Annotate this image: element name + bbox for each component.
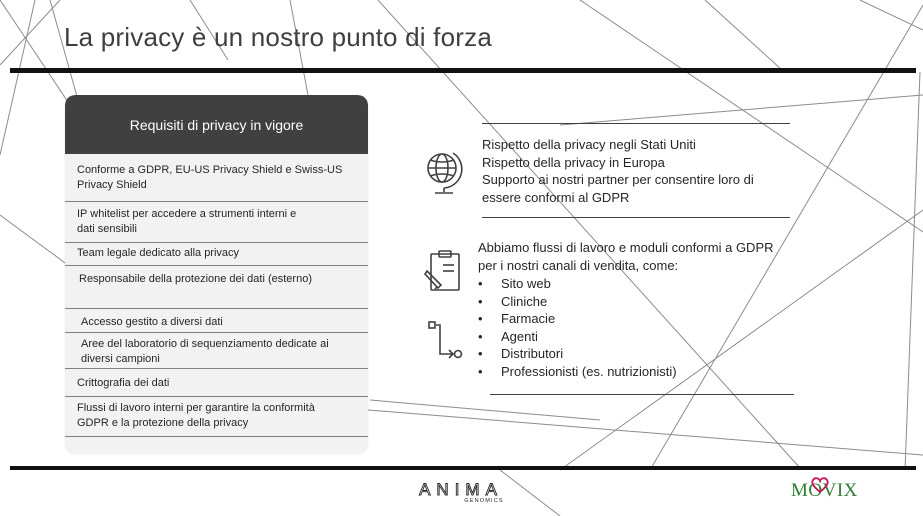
requirement-divider [65, 332, 368, 333]
requirement-item: IP whitelist per accedere a strumenti interni e dati sensibili [77, 208, 297, 235]
privacy-block-top-rule [482, 123, 790, 124]
requirement-item: Responsabile della protezione dei dati (esterno) [79, 273, 312, 285]
slide-title: La privacy è un nostro punto di forza [64, 22, 492, 52]
movix-logo [791, 478, 871, 510]
privacy-block-bottom-rule [482, 217, 790, 218]
sales-channel-item: • Cliniche [478, 293, 778, 311]
requirement-divider [65, 368, 368, 369]
privacy-line: Rispetto della privacy in Europa [482, 154, 665, 170]
requirements-panel-header: Requisiti di privacy in vigore [65, 95, 368, 154]
workflow-block-bottom-rule [490, 394, 794, 395]
top-divider-rule [10, 68, 916, 73]
flow-arrow-icon [427, 320, 469, 362]
anima-logo-subtext: GENOMICS [464, 498, 504, 504]
workflow-block-text [478, 239, 778, 380]
privacy-block-text [482, 136, 802, 206]
requirement-item: Team legale dedicato alla privacy [77, 247, 240, 259]
anima-logo-text: ANIMA [419, 480, 503, 499]
requirement-item: Flussi di lavoro interni per garantire la conformità GDPR e la protezione della privacy [77, 402, 315, 429]
requirement-divider [65, 396, 368, 397]
requirement-item: Conforme a GDPR, EU-US Privacy Shield e Swiss-US Privacy Shield [77, 164, 343, 191]
sales-channel-item: • Agenti [478, 328, 778, 346]
sales-channel-item: • Sito web [478, 275, 778, 293]
requirement-item: Accesso gestito a diversi dati [81, 316, 223, 328]
globe-icon [422, 148, 466, 196]
requirement-divider [65, 436, 368, 437]
requirement-divider [65, 265, 368, 266]
movix-logo-text: MOVIX [791, 480, 858, 501]
requirement-divider [65, 308, 368, 309]
sales-channel-list [478, 275, 778, 380]
sales-channel-item: • Farmacie [478, 310, 778, 328]
privacy-line: Supporto ai nostri partner per consentire loro di essere conformi al GDPR [482, 172, 754, 205]
sales-channel-item: • Distributori [478, 345, 778, 363]
requirements-panel [65, 95, 368, 453]
workflow-intro: Abbiamo flussi di lavoro e moduli conformi a GDPR per i nostri canali di vendita, come: [478, 240, 774, 273]
privacy-line: Rispetto della privacy negli Stati Uniti [482, 137, 696, 152]
bottom-divider-rule [10, 466, 916, 470]
requirement-divider [65, 201, 368, 202]
requirement-item: Aree del laboratorio di sequenziamento dedicate ai diversi campioni [81, 338, 329, 365]
heart-icon [810, 475, 830, 495]
clipboard-pen-icon [423, 249, 467, 295]
requirement-divider [65, 242, 368, 243]
sales-channel-item: • Professionisti (es. nutrizionisti) [478, 363, 778, 381]
anima-genomics-logo [404, 478, 518, 504]
requirement-item: Crittografia dei dati [77, 377, 170, 389]
